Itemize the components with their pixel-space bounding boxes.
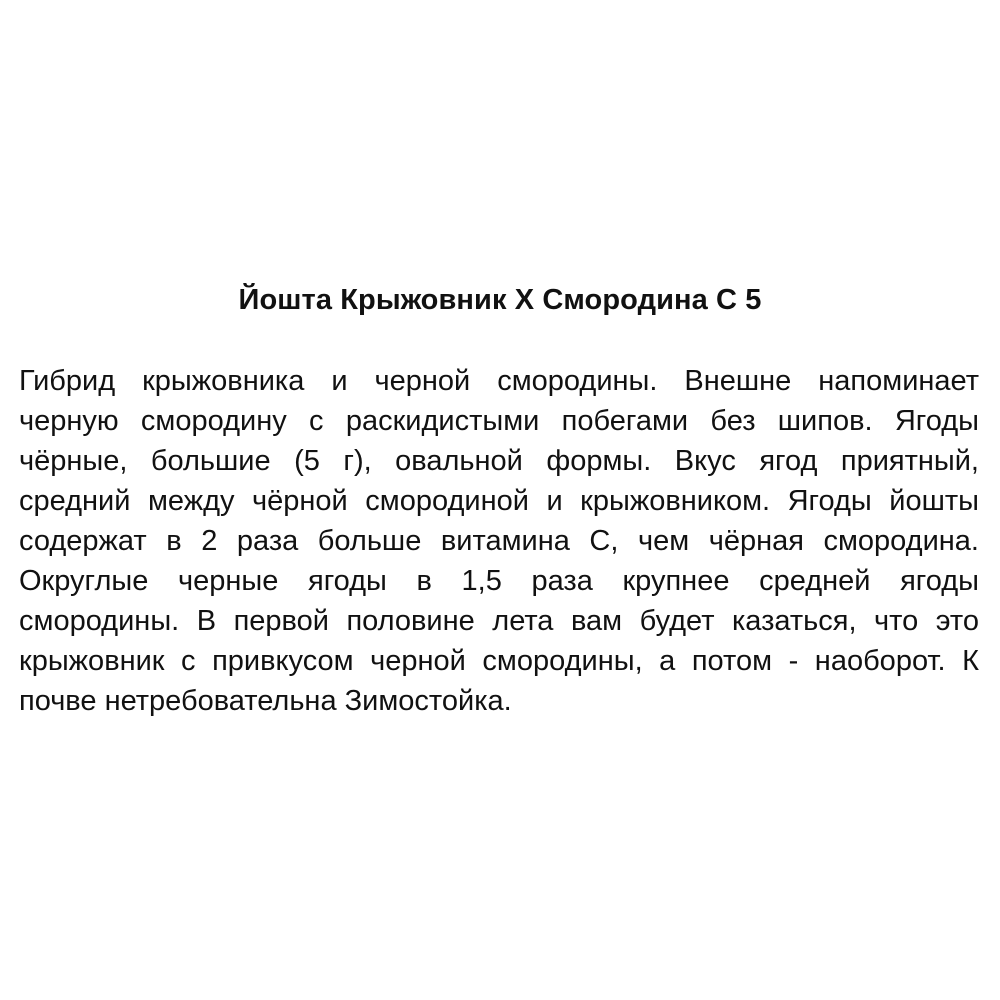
- description-line: содержат в 2 раза больше витамина С, чем чёрная смородина.: [19, 525, 979, 557]
- description-line: Гибрид крыжовника и черной смородины. Внешне напоминает: [19, 365, 979, 397]
- description-line: смородины. В первой половине лета вам будет казаться, что это: [19, 605, 979, 637]
- description-line: Округлые черные ягоды в 1,5 раза крупнее средней ягоды: [19, 565, 979, 597]
- product-description: [19, 361, 979, 721]
- description-line: почве нетребовательна Зимостойка.: [19, 685, 512, 717]
- description-line: крыжовник с привкусом черной смородины, а потом - наоборот. К: [19, 645, 979, 677]
- description-line: средний между чёрной смородиной и крыжовником. Ягоды йошты: [19, 485, 979, 517]
- description-line: черную смородину с раскидистыми побегами без шипов. Ягоды: [19, 405, 979, 437]
- description-line: чёрные, большие (5 г), овальной формы. Вкус ягод приятный,: [19, 445, 979, 477]
- product-title: Йошта Крыжовник Х Смородина С 5: [238, 284, 762, 316]
